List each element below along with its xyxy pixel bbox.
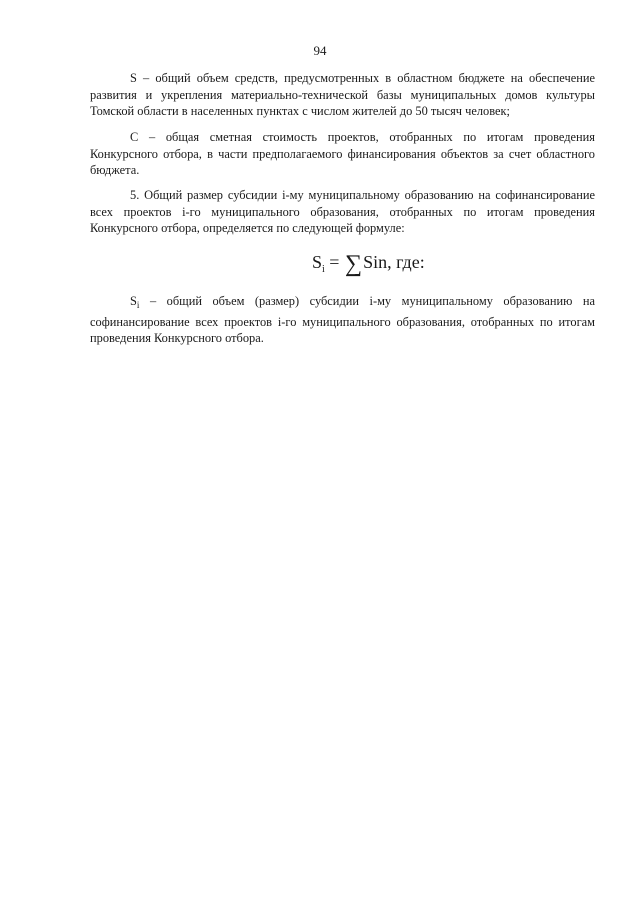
page-number: 94	[313, 43, 327, 58]
formula-equals: =	[324, 252, 344, 272]
si-symbol-subscript: i	[136, 300, 140, 310]
sum-symbol: ∑	[344, 251, 363, 277]
si-symbol: S	[130, 294, 137, 308]
formula-lhs: S	[312, 252, 323, 272]
paragraph-s-definition: S – общий объем средств, предусмотренных в областном бюджете на обеспечение развития и укрепления материально-технической базы муниципальных домов культуры Томской области в населенных пунктах с числом жителей до 50 тысяч человек;	[90, 71, 595, 118]
si-definition-text: – общий объем (размер) субсидии i-му муниципальному образованию на софинансирование всех проектов i-го муниципального образования, отобранных по итогам проведения Конкурсного отбора.	[90, 294, 595, 345]
subsidy-formula	[312, 248, 425, 284]
paragraph-si-definition	[90, 293, 595, 347]
formula-rhs: Sin, где:	[363, 252, 425, 272]
formula-lhs-subscript: i	[322, 264, 325, 275]
paragraph-c-definition: C – общая сметная стоимость проектов, отобранных по итогам проведения Конкурсного отбора, в части предполагаемого финансирования объектов за счет областного бюджета.	[90, 130, 595, 177]
paragraph-item-5: 5. Общий размер субсидии i-му муниципальному образованию на софинансирование всех проектов i-го муниципального образования, отобранных по итогам проведения Конкурсного отбора, определяется по следующей формуле:	[90, 188, 595, 235]
